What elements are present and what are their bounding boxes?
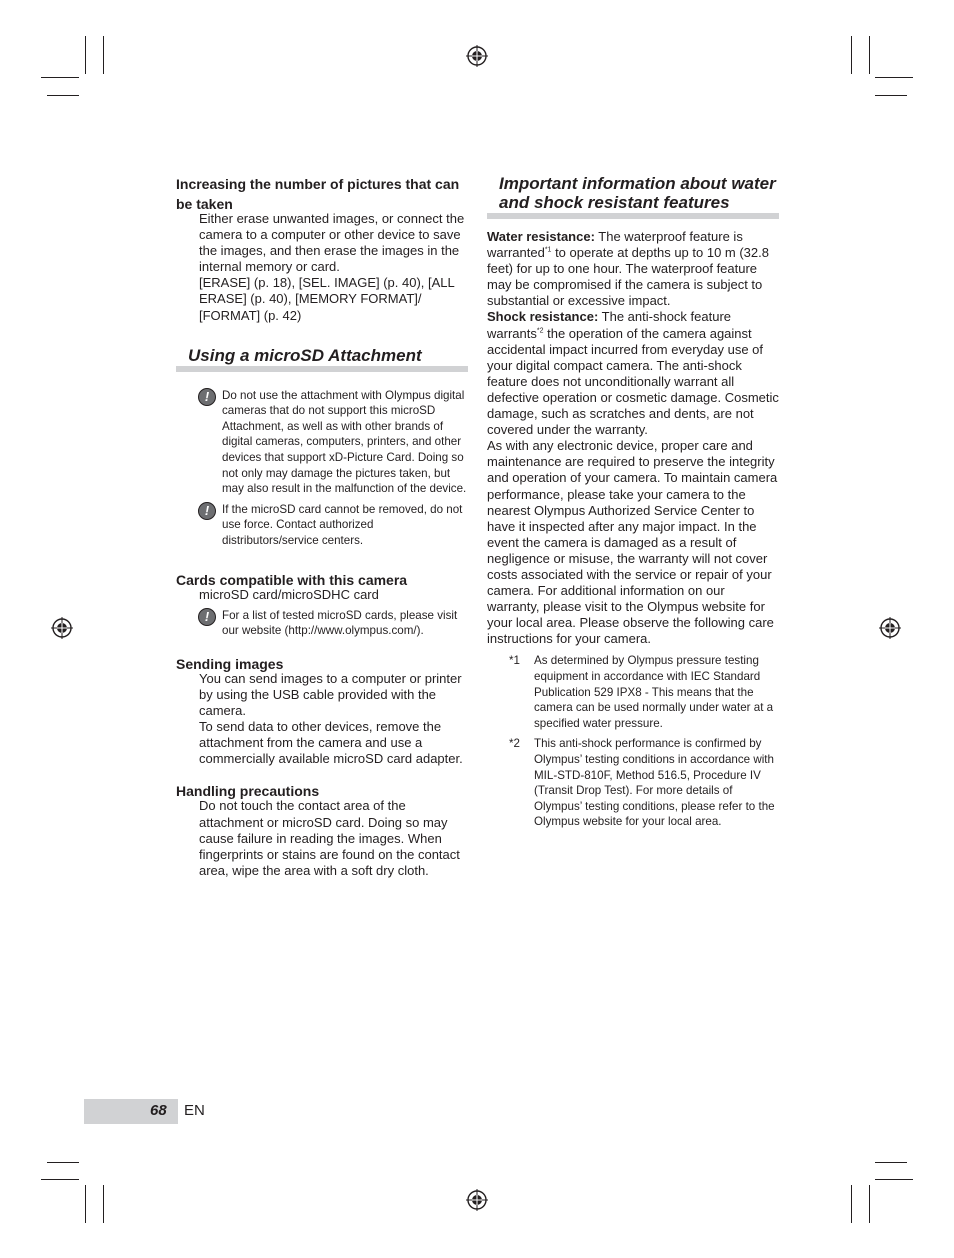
caution-note [198, 608, 468, 639]
caution-note-text: If the microSD card cannot be removed, do not use force. Contact authorized distributors/service centers. [222, 502, 463, 547]
microsd-section-title: Using a microSD Attachment [176, 346, 468, 372]
footnote [509, 653, 779, 731]
water-resistance-text-a: The waterproof feature is warranted [487, 229, 743, 261]
caution-note-text: Do not use the attachment with Olympus digital cameras that do not support this microSD Attachment, as well as with other brands of digital cameras, computers, printers, and other devices that support xD-Picture Card. Doing so not only may damage the pictures taken, but may also result in the malfunction of the device. [222, 388, 467, 496]
shock-resistance-text-a: The anti-shock feature warrants [487, 309, 732, 341]
shock-resistance-text-b: the operation of the camera against accidental impact incurred from everyday use of your digital compact camera. The anti-shock feature does not unconditionally warrant all defective operation or cosmetic damage. Cosmetic damage, such as scratches and dents, are not covered under the warranty. [487, 325, 779, 438]
caution-note [198, 388, 468, 497]
water-resistance-text-b: to operate at depths up to 10 m (32.8 feet) for up to one hour. The waterproof feature may be compromised if the camera is subject to substantial or excessive impact. [487, 245, 769, 309]
footnote-ref-2: *2 [536, 327, 544, 335]
page-number: 68 [150, 1102, 167, 1119]
caution-note [198, 502, 468, 549]
cards-body: microSD card/microSDHC card [199, 586, 379, 602]
sending-heading: Sending images [176, 655, 284, 672]
footnote [509, 736, 779, 830]
footnote-text: This anti-shock performance is confirmed by Olympus’ testing conditions in accordance with MIL-STD-810F, Method 516.5, Procedure IV (Transit Drop Test). For more details of Olympus’ testing conditions, please refer to the Olympus website for your local area. [534, 737, 775, 829]
footnote-ref-1: *1 [544, 246, 552, 254]
caution-icon: ! [198, 502, 216, 520]
shock-resistance-paragraph [487, 309, 779, 438]
sending-body-1: You can send images to a computer or printer by using the USB cable provided with the camera. [199, 670, 462, 719]
cards-note-text: For a list of tested microSD cards, please visit our website (http://www.olympus.com/). [222, 608, 458, 638]
increasing-refs: [ERASE] (p. 18), [SEL. IMAGE] (p. 40), [ALL ERASE] (p. 40), [MEMORY FORMAT]/ [FORMAT] (p. 42) [199, 275, 455, 323]
water-shock-section-title: Important information about water and shock resistant features [487, 174, 779, 219]
water-resistance-label: Water resistance: [487, 229, 595, 244]
footnote-mark: *2 [509, 737, 520, 751]
footnote-mark: *1 [509, 654, 520, 668]
caution-icon: ! [198, 388, 216, 406]
increasing-body: Either erase unwanted images, or connect the camera to a computer or other device to save the images, and then erase the images in the internal memory or card. [199, 211, 465, 275]
shock-resistance-label: Shock resistance: [487, 309, 599, 325]
maintenance-paragraph: As with any electronic device, proper care and maintenance are required to preserve the integrity and operation of your camera. To maintain camera performance, please take your camera to the nearest Olympus Authorized Service Center to have it inspected after any major impact. In the event the camera is damaged as a result of negligence or misuse, the warranty will not cover costs associated with the service or repair of your camera. For additional information on our warranty, please visit to the Olympus website for your local area. Please observe the following care instructions for your camera. [487, 438, 778, 647]
water-resistance-paragraph [487, 229, 779, 309]
registration-mark-icon [51, 617, 73, 639]
registration-mark-icon [466, 1189, 488, 1211]
handling-heading: Handling precautions [176, 783, 320, 800]
footnote-text: As determined by Olympus pressure testing equipment in accordance with IEC Standard Publication 529 IPX8 - This means that the camera can be used normally under water at a specified water pressure. [534, 654, 774, 730]
right-column [487, 174, 779, 830]
page-language: EN [184, 1102, 205, 1119]
sending-body-2: To send data to other devices, remove the attachment from the camera and use a commercially available microSD card adapter. [199, 719, 463, 767]
cards-heading: Cards compatible with this camera [176, 571, 408, 588]
handling-body: Do not touch the contact area of the attachment or microSD card. Doing so may cause failure in reading the images. When fingerprints or stains are found on the contact area, wipe the area with a soft dry cloth. [199, 798, 460, 878]
registration-mark-icon [466, 45, 488, 67]
increasing-heading: Increasing the number of pictures that can be taken [176, 176, 460, 212]
left-column [176, 174, 468, 879]
registration-mark-icon [879, 617, 901, 639]
caution-icon: ! [198, 608, 216, 626]
